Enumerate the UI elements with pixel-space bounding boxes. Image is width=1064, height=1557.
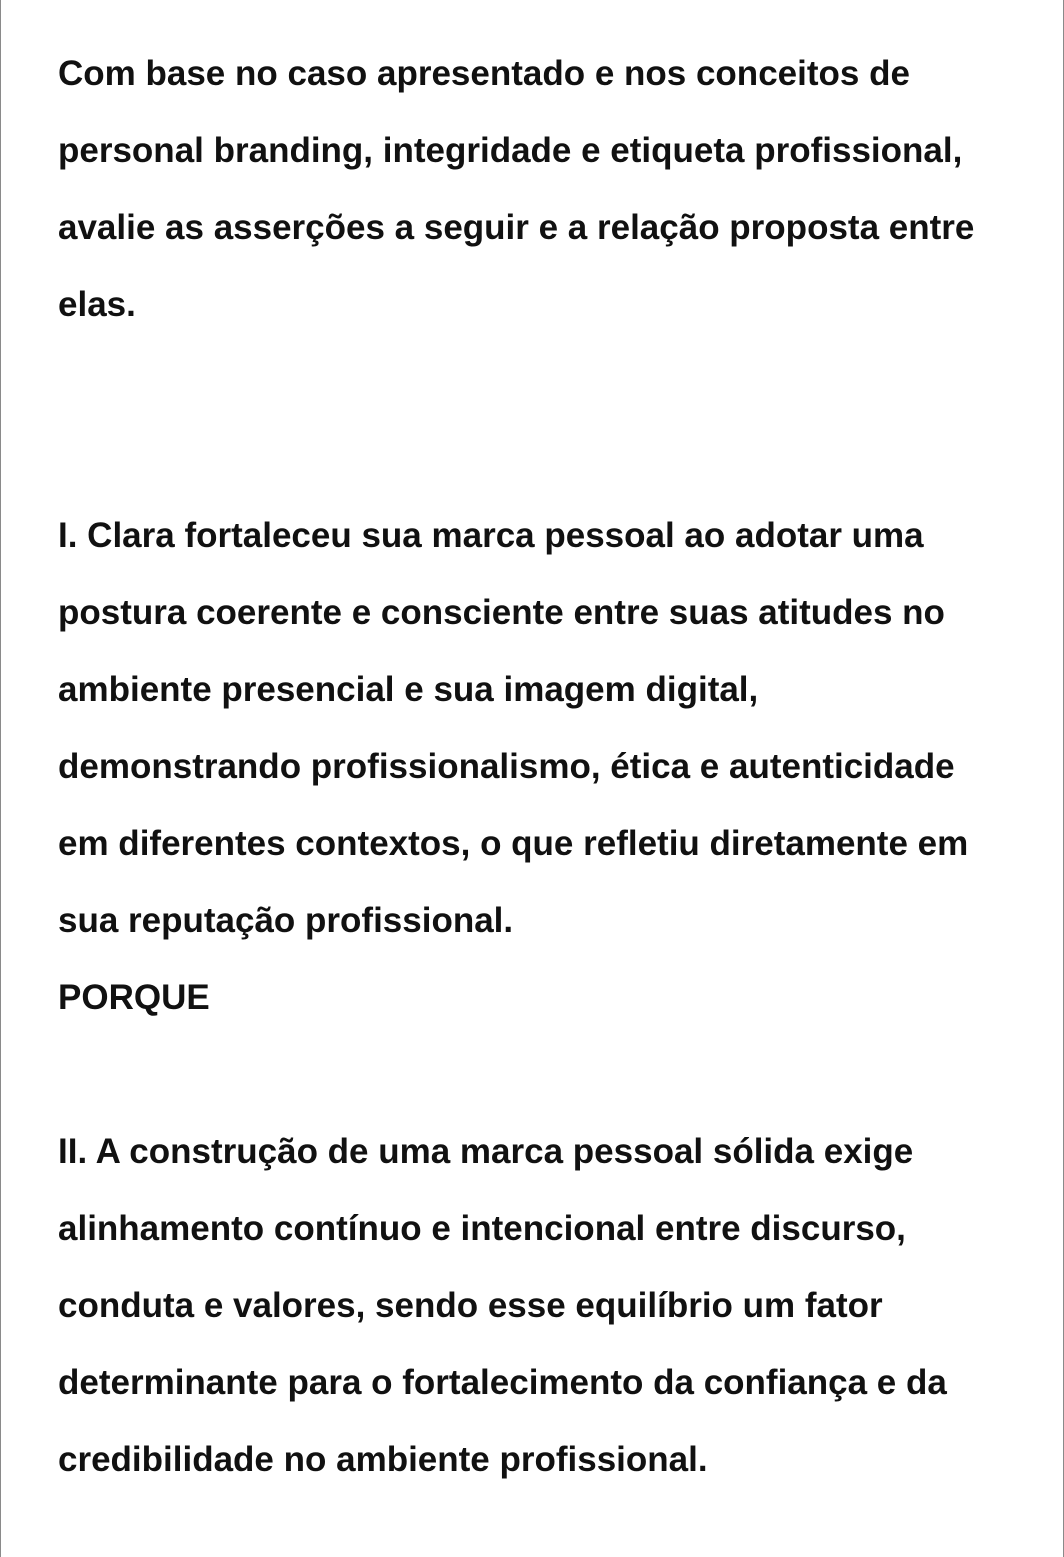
intro-line: personal branding, integridade e etiqueta profissional, <box>58 131 963 170</box>
intro-line: avalie as asserções a seguir e a relação proposta entre <box>58 208 975 247</box>
assertion-2-line: alinhamento contínuo e intencional entre discurso, <box>58 1209 906 1248</box>
intro-line: Com base no caso apresentado e nos conceitos de <box>58 54 910 93</box>
assertion-1 <box>58 497 1018 959</box>
assertion-1-line: sua reputação profissional. <box>58 901 514 940</box>
assertion-1-line: em diferentes contextos, o que refletiu diretamente em <box>58 824 969 863</box>
intro-paragraph <box>58 35 1018 343</box>
assertion-1-line: ambiente presencial e sua imagem digital, <box>58 670 759 709</box>
assertion-1-line: I. Clara fortaleceu sua marca pessoal ao adotar uma <box>58 516 924 555</box>
assertion-1-line: demonstrando profissionalismo, ética e autenticidade <box>58 747 955 786</box>
assertion-2-line: determinante para o fortalecimento da confiança e da <box>58 1363 947 1402</box>
assertion-2-line: II. A construção de uma marca pessoal sólida exige <box>58 1132 914 1171</box>
assertion-2-line: credibilidade no ambiente profissional. <box>58 1440 708 1479</box>
assertion-2 <box>58 1113 1018 1498</box>
assertion-2-line: conduta e valores, sendo esse equilíbrio um fator <box>58 1286 883 1325</box>
connector-porque: PORQUE <box>58 978 210 1017</box>
intro-line: elas. <box>58 285 136 324</box>
assertion-1-line: postura coerente e consciente entre suas atitudes no <box>58 593 945 632</box>
question-text <box>58 35 1018 1498</box>
